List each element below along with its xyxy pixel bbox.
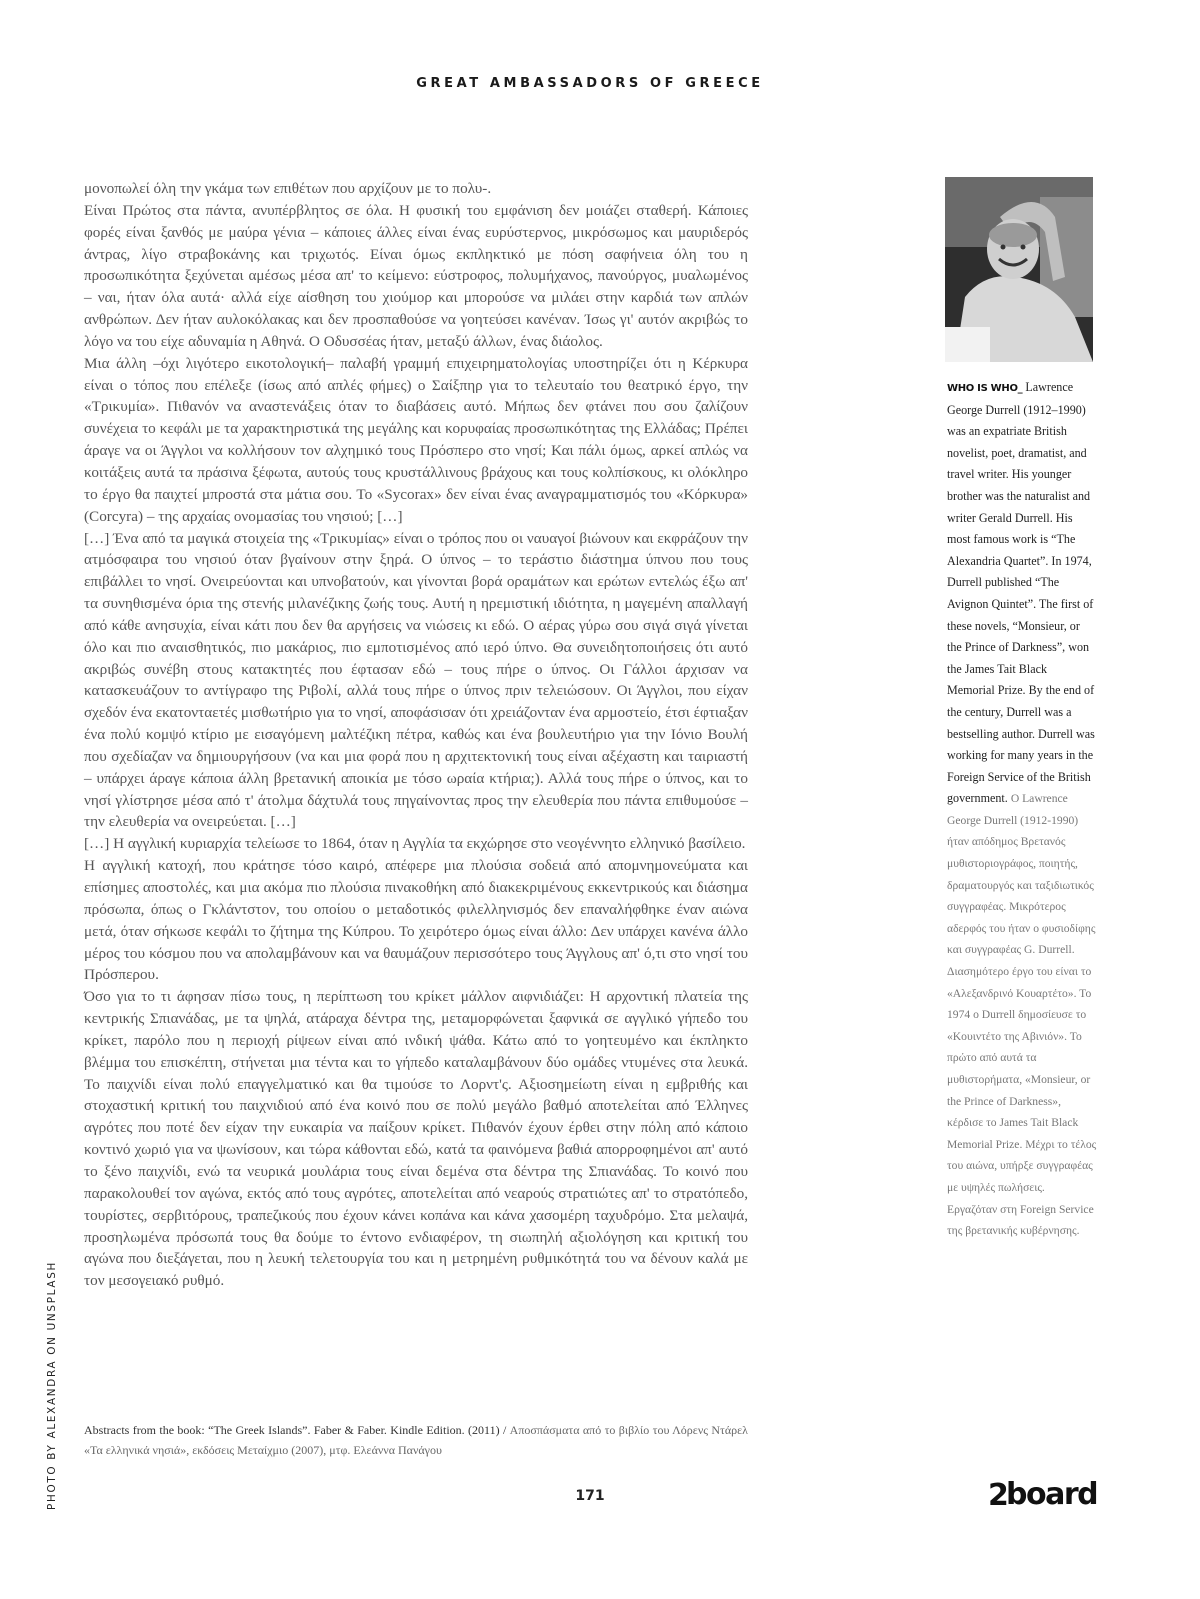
page-header: GREAT AMBASSADORS OF GREECE (416, 76, 764, 91)
author-photo-illustration (945, 177, 1093, 362)
paragraph: Είναι Πρώτος στα πάντα, ανυπέρβλητος σε όλα. Η φυσική του εμφάνιση δεν μοιάζει σταθερή. Κάποιες φορές είναι ξανθός με μαύρα γένια – κάποιες άλλες είναι ένας ευρύστερνος, μικρόσωμος και μαυριδερός άντρας, λίγο στραβοκάνης και τριχωτός. Είναι όμως εκπληκτικό με πόση σαφήνεια όλη του η προσωπικότητα ξεχύνεται αμέσως μέσα απ' το κείμενο: εύστροφος, πολυμήχανος, πανούργος, μυαλωμένος – ναι, ήταν όλα αυτά· αλλά είχε αίσθηση του χιούμορ και μπορούσε να μιλάει στην καρδιά των απλών ανθρώπων. Δεν ήταν αυλοκόλακας και δεν προσπαθούσε να γοητεύσει κανέναν. Ίσως γι' αυτόν ακριβώς το λόγο να του είχε αδυναμία η Αθηνά. Ο Οδυσσέας ήταν, μεταξύ άλλων, ένας διάολος. (84, 201, 748, 350)
sidebar-greek-bio: Ο Lawrence George Durrell (1912-1990) ήταν απόδημος Βρετανός μυθιστοριογράφος, ποιητής, δραματουργός και ταξιδιωτικός συγγραφέας. Μικρότερος αδερφός του ήταν ο φυσιοδίφης και συγγραφέας G. Durrell. Διασημότερο έργο του είναι το «Αλεξανδρινό Κουαρτέτο». Το 1974 ο Durrell δημοσίευσε το «Κουιντέτο της Αβινιόν». Το πρώτο από αυτά τα μυθιστορήματα, «Monsieur, or the Prince of Darkness», κέρδισε το James Tait Black Memorial Prize. Μέχρι το τέλος του αιώνα, υπήρξε συγγραφέας με υψηλές πωλήσεις. Εργαζόταν στη Foreign Service της βρετανικής κυβέρνησης. (947, 792, 1097, 1238)
paragraph: […] Ένα από τα μαγικά στοιχεία της «Τρικυμίας» είναι ο τρόπος που οι ναυαγοί βιώνουν και εκφράζουν την ατμόσφαιρα του νησιού όταν βγαίνουν στην ξηρά. Ο ύπνος – το τεράστιο διάστημα ύπνου που τους επιβάλλει το νησί. Ονειρεύονται και υπνοβατούν, και γίνονται βορά οραμάτων και ερώτων εντελώς έξω απ' τα συνηθισμένα όρια της στενής μιλανέζικης ζωής τους. Αυτή η ηρεμιστική ιδιότητα, η μαγεμένη απαλλαγή από κάθε ανησυχία, είναι κάτι που δεν θα αργήσεις να νιώσεις κι εδώ. Ο αέρας γύρω σου σιγά σιγά γίνεται όλο και πιο αναισθητικός, πιο μακάριος, πιο εμποτισμένος από ιερό ύπνο. Θα συνειδητοποιήσεις ότι αυτό ακριβώς συνέβη στους κατακτητές που έφτασαν εδώ – τους πήρε ο ύπνος. Οι Γάλλοι άρχισαν να κατασκευάζουν το αντίγραφο της Ριβολί, αλλά τους πήρε ο ύπνος πριν τελειώσουν. Οι Άγγλοι, που είχαν σχεδόν ένα εκατονταετές μισθωτήριο για το νησί, αποφάσισαν ότι χρειάζονταν ένα αρμοστείο, έτσι έφτιαξαν ένα πολύ κομψό κτίριο με εισαγόμενη μαλτέζικη πέτρα, καθώς και ένα βουλευτήριο για την Ιόνιο Βουλή που σχεδίαζαν να δημιουργήσουν (να και μια φορά που η αρχιτεκτονική τους είναι αξέχαστη και ταιριαστή – υπάρχει άραγε κάποια άλλη βρετανική αποικία με τόσο ωραία κτήρια;). Αλλά τους πήρε ο ύπνος, και το νησί γλίστρησε μέσα από τ' άτολμα δάχτυλά τους πηγαίνοντας προς την ελευθερία που πάντα επιθυμούσε – την ελευθερία να ονειρεύεται. […] (84, 529, 748, 831)
author-photo (945, 177, 1093, 362)
article-body (84, 178, 748, 1292)
source-footnote (84, 1420, 748, 1460)
footnote-greek: Αποσπάσματα από το βιβλίο του Λόρενς Ντάρελ «Τα ελληνικά νησιά», εκδόσεις Μεταίχμιο (2007), μτφ. Ελεάννα Πανάγου (84, 1423, 749, 1457)
footnote-english: Abstracts from the book: “The Greek Islands”. Faber & Faber. Kindle Edition. (2011) / (84, 1423, 510, 1437)
paragraph: Η αγγλική κατοχή, που κράτησε τόσο καιρό, απέφερε μια πλούσια σοδειά από απομνημονεύματα και επίσημες αποστολές, και μια ακόμα πιο πλούσια πινακοθήκη από διακεκριμένους εκκεντρικούς και διάσημα πρόσωπα, όπως ο Γκλάντστον, του οποίου ο μεταδοτικός φιλελληνισμός δεν επαναλήφθηκε έναν αιώνα μετά, όταν σήκωσε κεφάλι το ζήτημα της Κύπρου. Το χειρότερο όμως είναι άλλο: Δεν υπάρχει κανένα άλλο μέρος του κόσμου που να απολαμβάνουν και να θαυμάζουν περισσότερο τους Άγγλους απ' ό,τι στο νησί του Πρόσπερου. (84, 857, 748, 984)
paragraph: […] Η αγγλική κυριαρχία τελείωσε το 1864, όταν η Αγγλία τα εκχώρησε στο νεογέννητο ελληνικό βασίλειο. (84, 835, 746, 853)
who-is-who-sidebar (947, 377, 1097, 1242)
paragraph: Μια άλλη –όχι λιγότερο εικοτολογική– παλαβή γραμμή επιχειρηματολογίας υποστηρίζει ότι η Κέρκυρα είναι ο τόπος που επέλεξε (ίσως από απλές φήμες) ο Σαίξπηρ για το τελευταίο του θεατρικό έργο, την «Τρικυμία». Πιθανόν να αναστενάξεις όταν το διαβάσεις αυτό. Μήπως δεν φτάνει που σου ζαλίζουν συνέχεια το κεφάλι με τα χαρακτηριστικά της μεγάλης και κορυφαίας προσωπικότητας της Ελλάδας; Πρέπει άραγε να οι Άγγλοι να κολλήσουν τον αλχημικό τους Πρόσπερο στο νησί; Και πάλι όμως, αρκεί απλώς να κοιτάξεις αυτά τα πράσινα ξέφωτα, αυτούς τους κρυστάλλινους βράχους και τους κολπίσκους, κι ολόκληρο το έργο θα παιχτεί μπροστά στα μάτια σου. Το «Sycorax» δεν είναι ένας αναγραμματισμός του «Κόρκυρα» (Corcyra) – της αρχαίας ονομασίας του νησιού; […] (84, 354, 748, 525)
board-logo (988, 1478, 1098, 1514)
paragraph: μονοπωλεί όλη την γκάμα των επιθέτων που αρχίζουν με το πολυ-. (84, 180, 492, 197)
page-number: 171 (575, 1488, 605, 1504)
paragraph: Όσο για το τι άφησαν πίσω τους, η περίπτωση του κρίκετ μάλλον αιφνιδιάζει: Η αρχοντική πλατεία της κεντρικής Σπιανάδας, με τα ψηλά, ατάραχα δέντρα της, μεταμορφώνεται ξαφνικά σε αγγλικό γήπεδο του κρίκετ, παρόλο που η περιοχή ρίψεων είναι από ινδική ψάθα. Κάτω από το γοητευμένο και έκπληκτο βλέμμα του επισκέπτη, στήνεται μια τέντα και το γήπεδο καταλαμβάνουν δύο ομάδες ντυμένες στα λευκά. Το παιχνίδι είναι πολύ επαγγελματικό και θα τιμούσε το Λορντ'ς. Αξιοσημείωτη είναι η εμβριθής και στοχαστική κριτική του παιχνιδιού από ένα κοινό που σε πολύ μεγάλο βαθμό αποτελείται από Έλληνες αγρότες που ποτέ δεν είχαν την ευκαιρία να παίξουν κρίκετ. Πιθανόν έχουν έρθει στην πόλη από κάποιο κοντινό χωριό για να ψωνίσουν, και τώρα κάθονται εδώ, κατά τα φαινόμενα βαθιά απορροφημένοι απ' αυτό το ξένο παιχνίδι, ενώ τα νευρικά μουλάρια τους είναι δεμένα στα δέντρα της Σπιανάδας. Το κοινό που παρακολουθεί τον αγώνα, εκτός από τους αγρότες, αποτελείται από νεαρούς στρατιώτες απ' το στρατόπεδο, τουρίστες, σερβιτόρους, τραπεζικούς που έχουν κάνει κοπάνα και κάνα χασομέρη ταχυδρόμο. Στα μελαψά, προσηλωμένα πρόσωπά τους θα δούμε το έντονο ενδιαφέρον, τη σιωπηλή αξιολόγηση και κριτική του αγώνα που διεξάγεται, που η λευκή τελετουργία του και η μετρημένη ρυθμικότητά του να δένουν καλά με τον μεσογειακό ρυθμό. (84, 988, 748, 1290)
sidebar-english-bio: Lawrence George Durrell (1912–1990) was an expatriate British novelist, poet, dramatist, and travel writer. His younger brother was the naturalist and writer Gerald Durrell. His most famous work is “The Alexandria Quartet”. In 1974, Durrell published “The Avignon Quintet”. The first of these novels, “Monsieur, or the Prince of Darkness”, won the James Tait Black Memorial Prize. By the end of the century, Durrell was a bestselling author. Durrell was working for many years in the Foreign Service of the British government. (947, 380, 1095, 806)
sidebar-tag: WHO IS WHO_ (947, 383, 1023, 394)
logo-word: board (1006, 1477, 1098, 1512)
logo-prefix: 2 (988, 1478, 1009, 1513)
photo-credit: PHOTO BY ALEXANDRA ON UNSPLASH (46, 1260, 58, 1510)
